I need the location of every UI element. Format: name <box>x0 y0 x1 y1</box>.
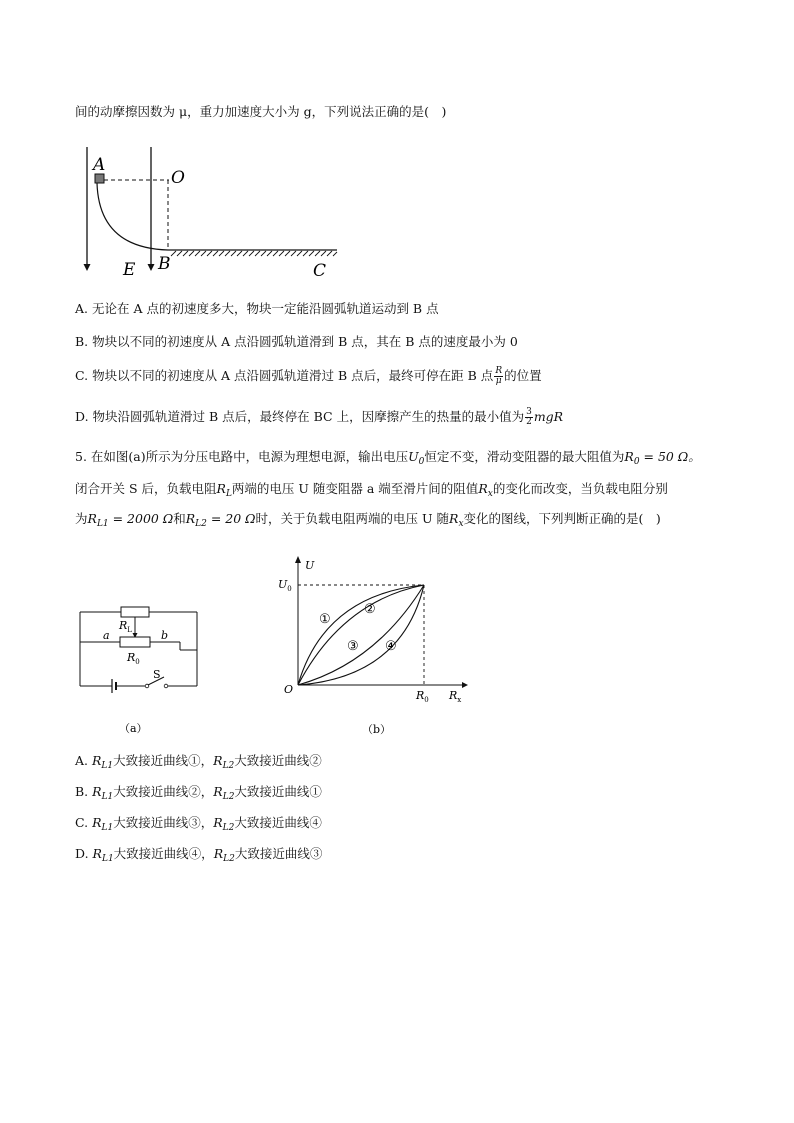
q5-line-2: 闭合开关 S 后，负载电阻$R_L$两端的电压 U 随变阻器 a 端至滑片间的阻值$R_x$的变化而改变，当负载电阻分别 <box>75 481 668 499</box>
label-rl: $R_L$ <box>119 619 132 634</box>
axis-label-u: U <box>305 559 315 572</box>
curve-4 <box>298 585 424 685</box>
q4-option-c-text: C. 物块以不同的初速度从 A 点沿圆弧轨道滑过 B 点后，最终可停在距 B 点 <box>75 368 494 383</box>
curve-label-4: ④ <box>385 639 397 654</box>
q4-option-d-text: D. 物块沿圆弧轨道滑过 B 点后，最终停在 BC 上，因摩擦产生的热量的最小值为 <box>75 409 525 424</box>
label-b: b <box>161 629 169 642</box>
label-B: B <box>158 254 171 274</box>
curve-2 <box>298 585 424 685</box>
q4-option-d <box>75 408 563 427</box>
q4-option-b: B. 物块以不同的初速度从 A 点沿圆弧轨道滑到 B 点，其在 B 点的速度最小为 0 <box>75 334 518 349</box>
tick-label-u0: $U_0$ <box>278 578 292 593</box>
caption-a: （a） <box>119 722 148 735</box>
label-C: C <box>313 261 327 280</box>
label-E: E <box>123 260 136 280</box>
q5-option-c: C. $R_{L1}$大致接近曲线③，$R_{L2}$大致接近曲线④ <box>75 815 322 833</box>
fraction-r-over-mu: $\frac{R}{\mu}$ <box>495 366 503 386</box>
label-r0: $R_0$ <box>127 651 140 666</box>
axis-label-rx: $R_x$ <box>449 689 462 704</box>
q4-option-c-tail: 的位置 <box>504 368 542 383</box>
q4-intro: 间的动摩擦因数为 μ，重力加速度大小为 g，下列说法正确的是( ) <box>75 104 447 119</box>
label-s: S <box>153 668 161 681</box>
q4-option-a: A. 无论在 A 点的初速度多大，物块一定能沿圆弧轨道运动到 B 点 <box>75 301 439 316</box>
circuit-figure-a <box>75 598 205 738</box>
origin-label: O <box>284 683 294 696</box>
caption-b: （b） <box>362 723 392 736</box>
q5-option-a: A. $R_{L1}$大致接近曲线①，$R_{L2}$大致接近曲线② <box>75 753 322 771</box>
curve-label-3: ③ <box>347 639 359 654</box>
label-A: A <box>93 155 106 175</box>
q4-option-d-tail: mgR <box>533 409 564 424</box>
curve-1 <box>298 585 424 685</box>
label-O: O <box>171 168 185 188</box>
label-a: a <box>103 629 110 642</box>
tick-label-r0: $R_0$ <box>416 689 429 704</box>
curve-label-2: ② <box>364 602 376 617</box>
q4-track-figure <box>75 140 345 280</box>
q5-option-b: B. $R_{L1}$大致接近曲线②，$R_{L2}$大致接近曲线① <box>75 784 322 802</box>
curve-label-1: ① <box>319 612 331 627</box>
q5-line-3: 为$R_{L1} = 2000$ Ω和$R_{L2} = 20$ Ω时，关于负载电阻两端的电压 U 随$R_x$变化的图线，下列判断正确的是( ) <box>75 511 661 529</box>
q5-line-1: 5. 在如图(a)所示为分压电路中，电源为理想电源，输出电压$U_0$恒定不变，滑动变阻器的最大阻值为$R_0 = 50$ Ω。 <box>75 449 701 467</box>
fraction-3-over-2: $\frac{3}{2}$ <box>526 407 532 427</box>
q4-option-c <box>75 367 542 386</box>
graph-figure-b <box>272 553 472 738</box>
q5-option-d: D. $R_{L1}$大致接近曲线④，$R_{L2}$大致接近曲线③ <box>75 846 323 864</box>
curve-3 <box>298 585 424 685</box>
